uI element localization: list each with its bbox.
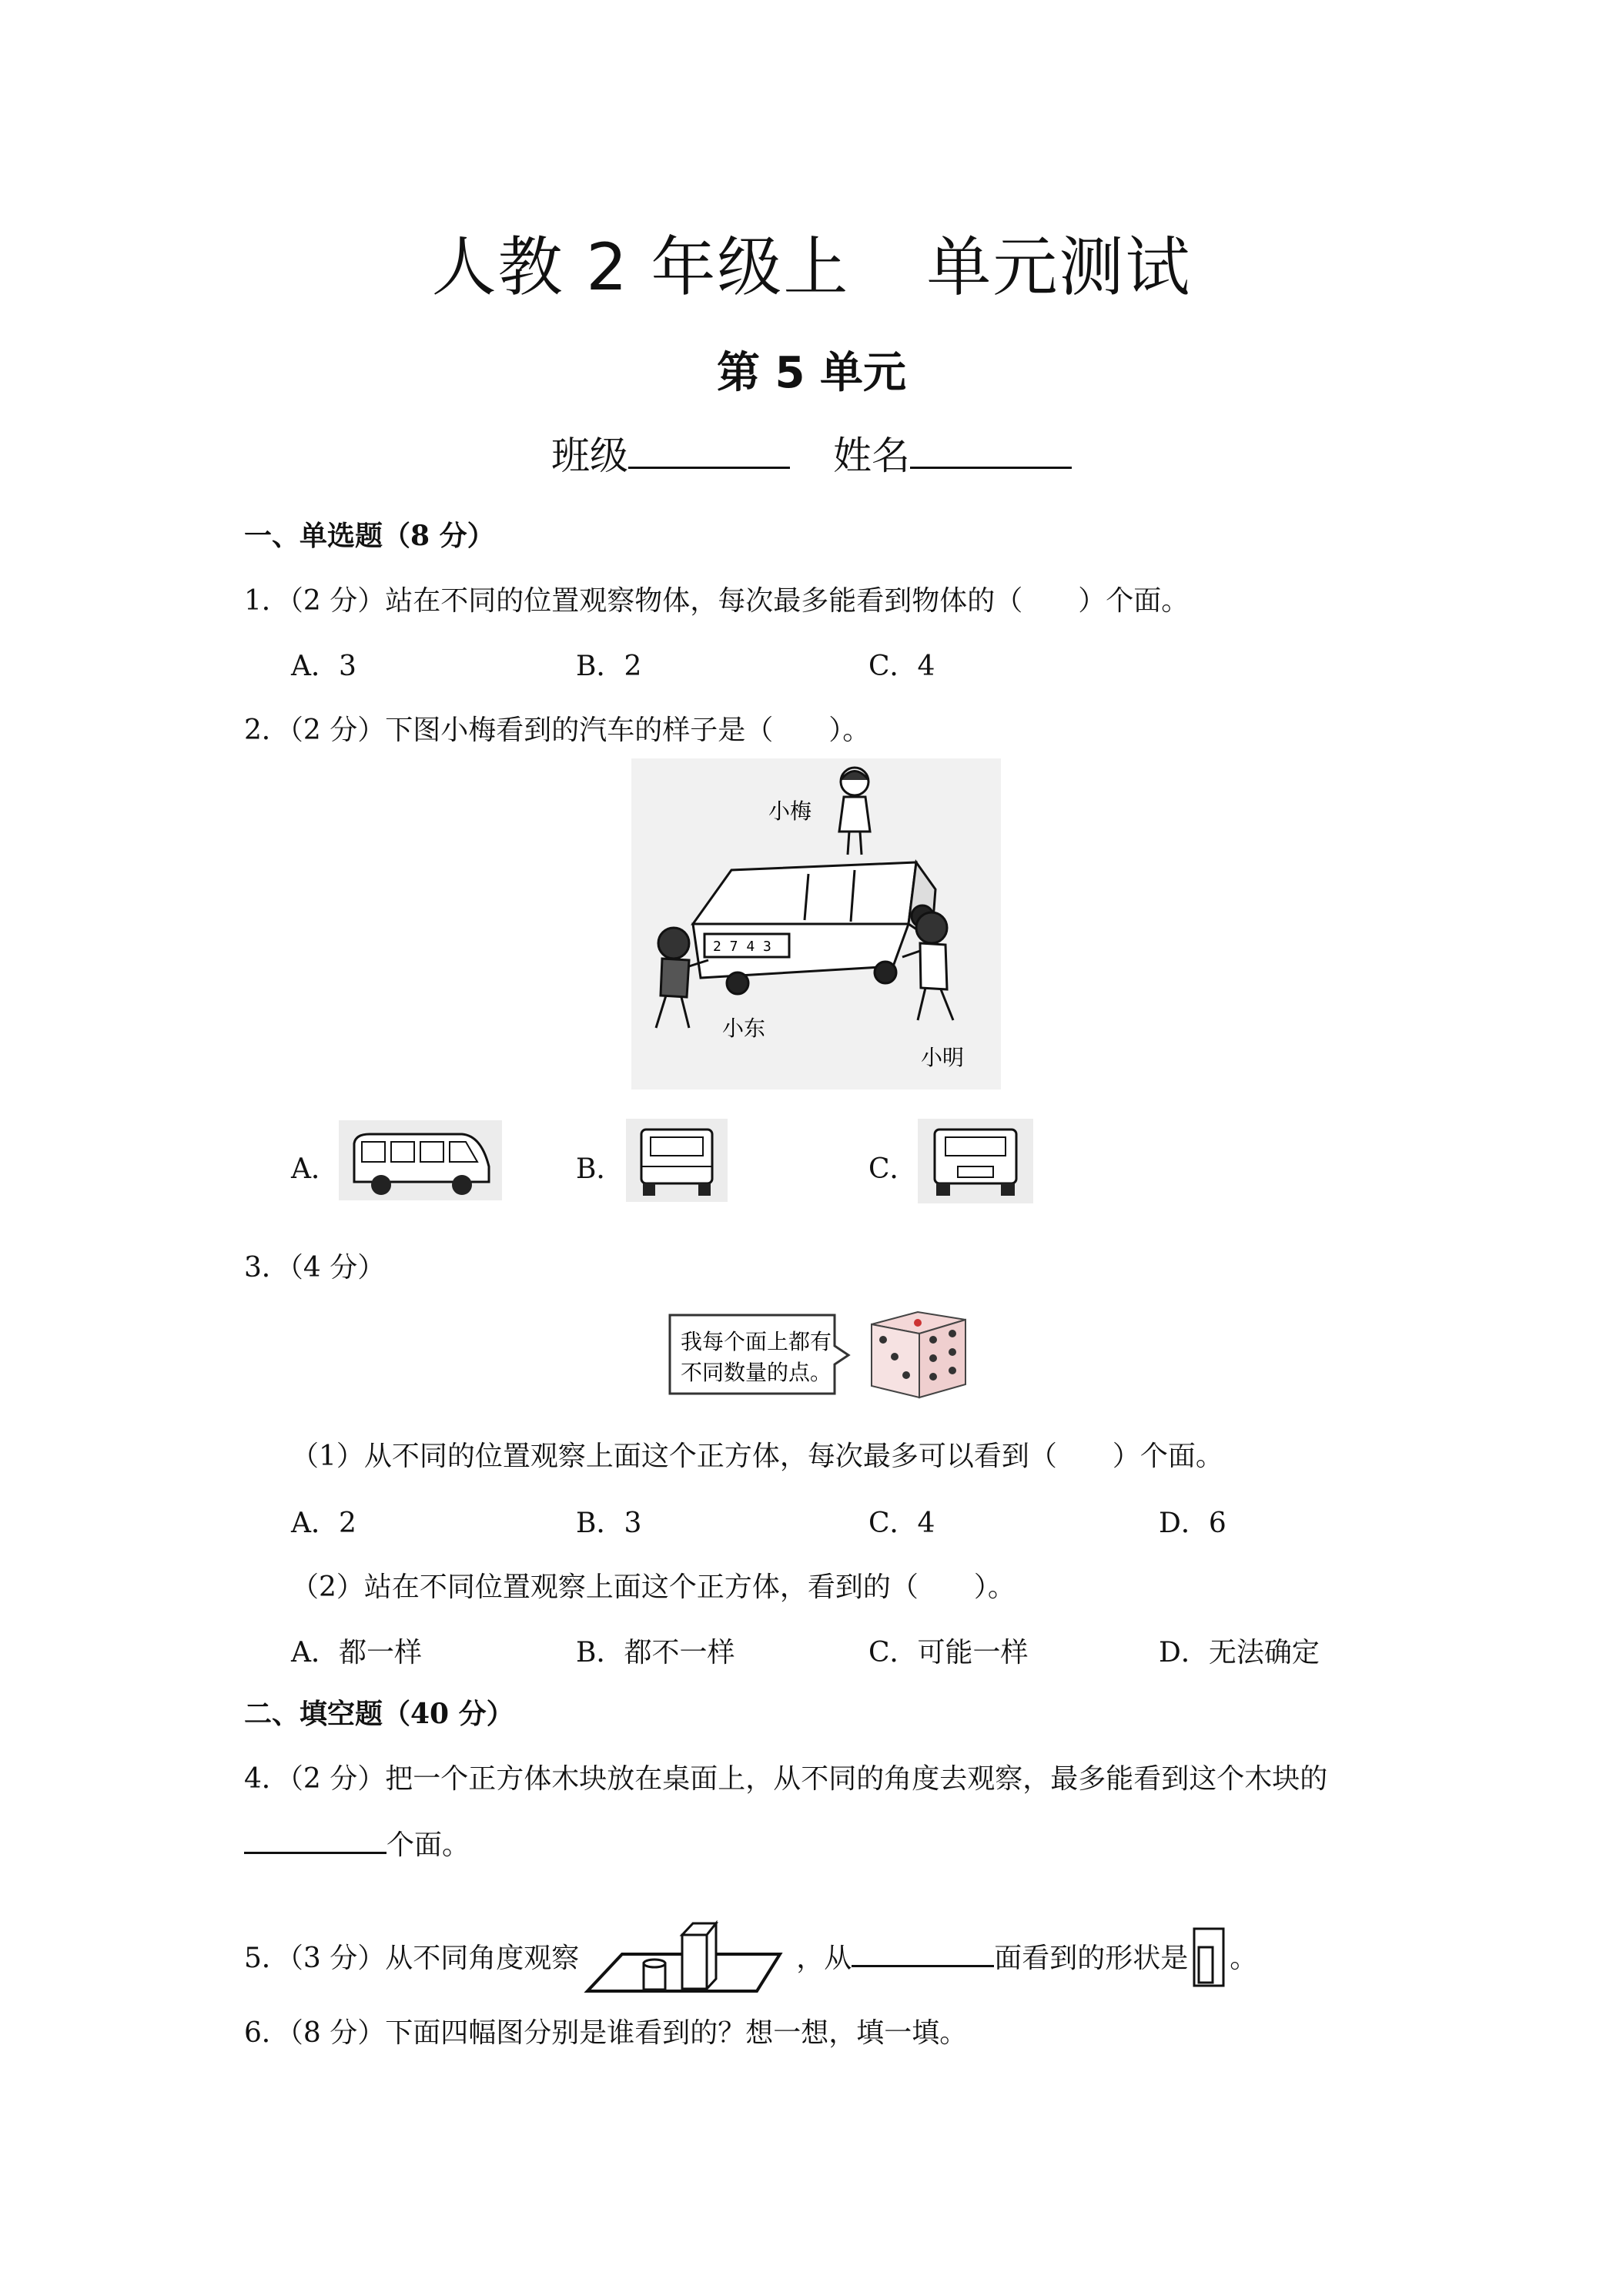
car-front-view-icon[interactable] <box>626 1119 728 1202</box>
title-right: 单元测试 <box>926 229 1192 305</box>
q2-option-c[interactable]: C． <box>868 1153 918 1185</box>
q3-1-option-b[interactable]: B．3 <box>576 1508 642 1539</box>
question-3: 3．（4 分） <box>244 1252 386 1284</box>
q5-text-2: ，从 <box>796 1943 852 1974</box>
q3-1-option-a[interactable]: A．2 <box>291 1508 356 1539</box>
q1-option-a[interactable]: A．3 <box>291 651 356 682</box>
question-4-tail <box>244 1823 470 1863</box>
class-label: 班级 <box>551 433 628 478</box>
name-label: 姓名 <box>833 433 910 478</box>
car-rear-view-icon[interactable] <box>918 1119 1033 1203</box>
q2-option-b[interactable]: B． <box>576 1153 624 1185</box>
question-5 <box>244 1916 1257 1996</box>
q2-option-a[interactable]: A． <box>291 1153 339 1185</box>
section-heading-single-choice: 一、单选题（8 分） <box>244 520 495 552</box>
label-xiaodong: 小东 <box>722 1016 766 1041</box>
bubble-line-2: 不同数量的点。 <box>681 1360 832 1385</box>
q5-text-1: 5．（3 分）从不同角度观察 <box>244 1943 580 1974</box>
class-name-line <box>0 425 1623 480</box>
q5-answer-blank[interactable] <box>852 1937 994 1967</box>
car-side-view-icon[interactable] <box>339 1120 502 1200</box>
question-2: 2．（2 分）下图小梅看到的汽车的样子是（ ）。 <box>244 715 871 746</box>
bubble-line-1: 我每个面上都有 <box>681 1329 832 1354</box>
q5-text-4: 。 <box>1230 1943 1258 1974</box>
question-3-2: （2）站在不同位置观察上面这个正方体，看到的（ ）。 <box>291 1571 1016 1603</box>
title-left: 人教 2 年级上 <box>431 229 850 305</box>
dice-cube-icon <box>872 1312 965 1397</box>
q3-1-option-c[interactable]: C．4 <box>868 1508 935 1539</box>
section-heading-fill-blank: 二、填空题（40 分） <box>244 1698 514 1730</box>
cylinder-cuboid-figure <box>584 1916 791 1996</box>
q4-tail-text: 个面。 <box>387 1829 470 1861</box>
q3-1-option-d[interactable]: D．6 <box>1159 1508 1226 1539</box>
q3-2-option-a[interactable]: A．都一样 <box>291 1637 422 1668</box>
q5-text-3: 面看到的形状是 <box>994 1943 1189 1974</box>
question-4: 4．（2 分）把一个正方体木块放在桌面上，从不同的角度去观察，最多能看到这个木块的 <box>244 1763 1328 1795</box>
question-3-1: （1）从不同的位置观察上面这个正方体，每次最多可以看到（ ）个面。 <box>291 1441 1223 1472</box>
q3-2-option-d[interactable]: D．无法确定 <box>1159 1637 1320 1668</box>
q1-option-b[interactable]: B．2 <box>576 651 642 682</box>
class-blank[interactable] <box>628 433 790 469</box>
q3-2-option-c[interactable]: C．可能一样 <box>868 1637 1029 1668</box>
question-1: 1．（2 分）站在不同的位置观察物体，每次最多能看到物体的（ ）个面。 <box>244 585 1190 617</box>
shape-view-icon <box>1191 1926 1226 1989</box>
q4-answer-blank[interactable] <box>244 1824 387 1854</box>
dice-speech-figure <box>664 1309 972 1405</box>
label-xiaomei: 小梅 <box>768 798 812 824</box>
page-title <box>0 216 1623 309</box>
label-xiaoming: 小明 <box>921 1045 965 1070</box>
question-6: 6．（8 分）下面四幅图分别是谁看到的？想一想，填一填。 <box>244 2017 968 2049</box>
q3-2-option-b[interactable]: B．都不一样 <box>576 1637 735 1668</box>
name-blank[interactable] <box>910 433 1072 469</box>
car-observation-figure <box>631 758 1001 1089</box>
license-plate-text: 2 7 4 3 <box>713 939 771 955</box>
page-subtitle: 第 5 单元 <box>717 348 906 398</box>
q1-option-c[interactable]: C．4 <box>868 651 935 682</box>
